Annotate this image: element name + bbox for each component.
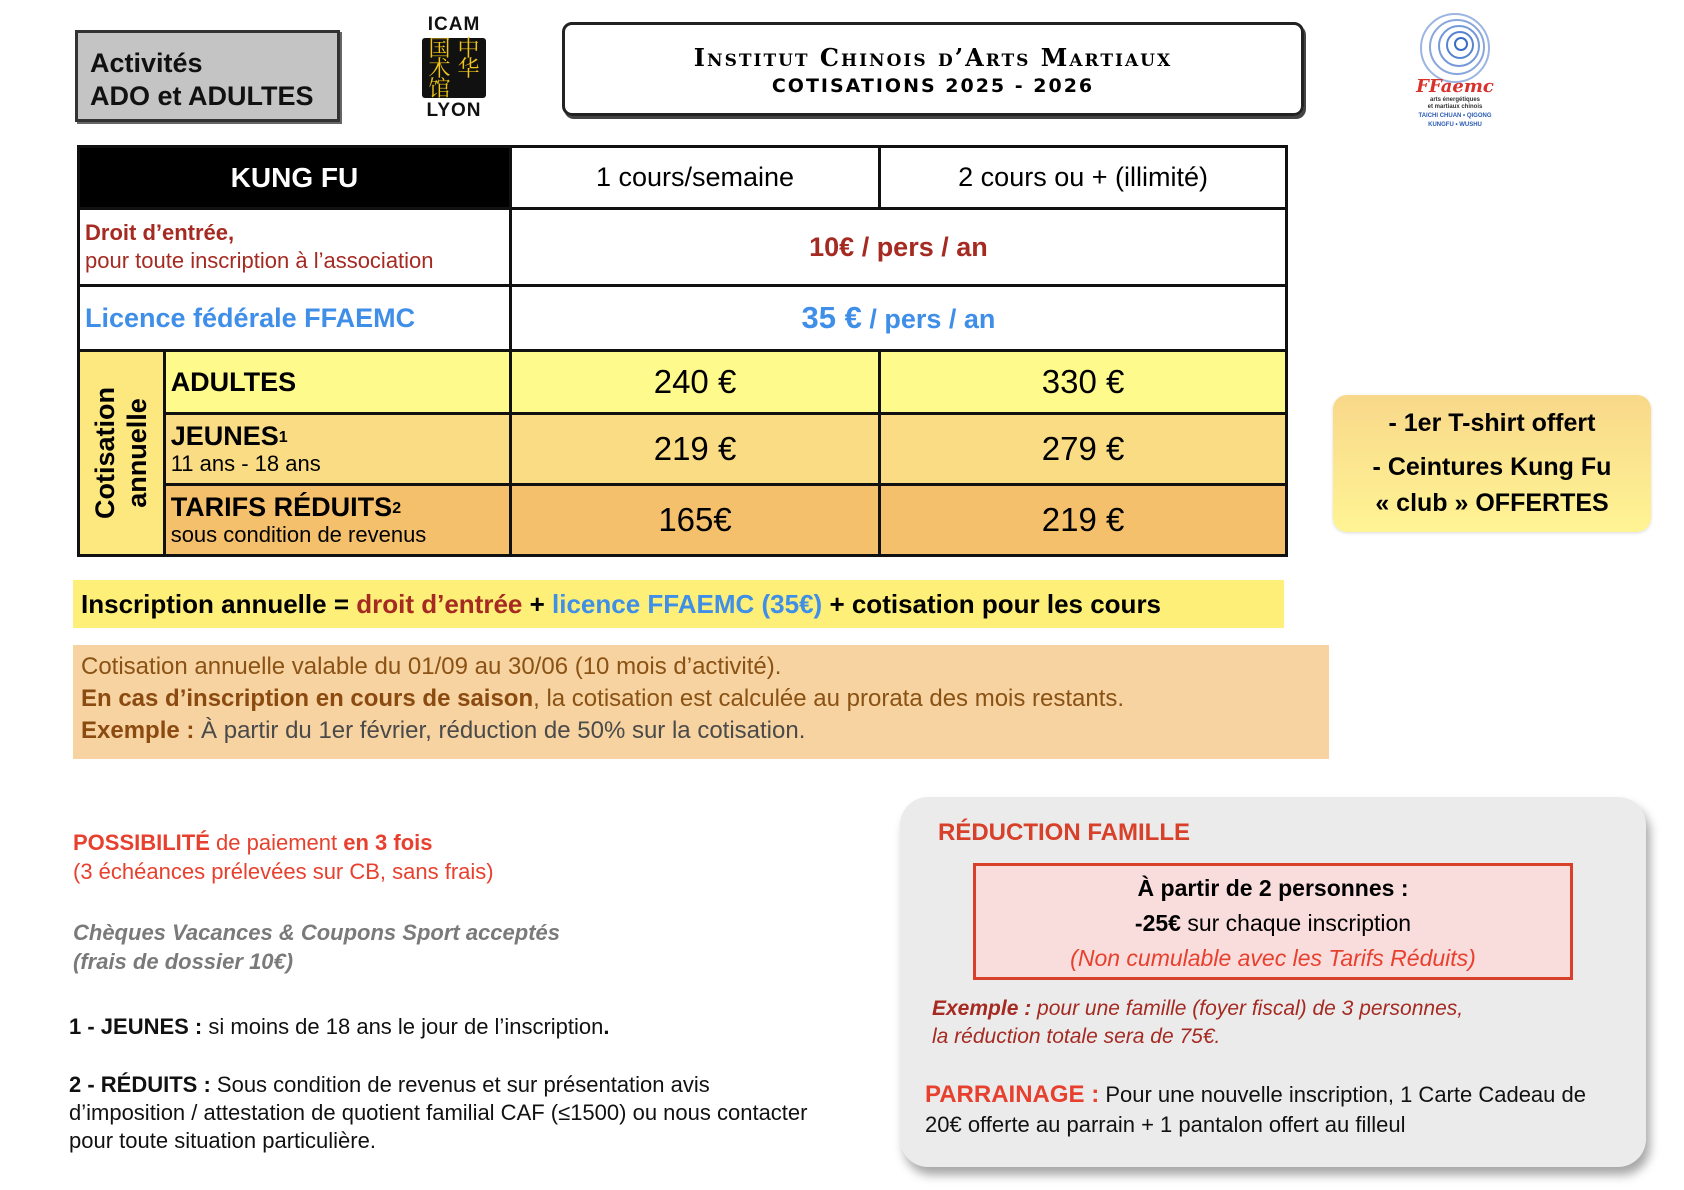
price-cell: 219 € — [510, 414, 879, 485]
family-discount: -25€ — [1134, 910, 1181, 936]
category-label — [164, 351, 510, 414]
info-line1: Cotisation annuelle valable du 01/09 au 30/06 (10 mois d’activité). — [81, 653, 782, 680]
category-name: TARIFS RÉDUITS — [170, 492, 393, 522]
family-offer-box — [973, 863, 1573, 980]
validity-info-box — [73, 645, 1329, 759]
perk-tshirt: - 1er T-shirt offert — [1388, 409, 1596, 437]
icam-char — [454, 80, 483, 100]
table-row-licence — [79, 286, 1287, 351]
sponsorship-bold: PARRAINAGE : — [925, 1081, 1100, 1108]
icam-logo-bottom: LYON — [426, 100, 482, 121]
licence-label: Licence fédérale FFAEMC — [79, 286, 511, 351]
family-example — [932, 995, 1463, 1051]
payment-info — [73, 828, 494, 886]
cheques-line2: (frais de dossier 10€) — [73, 949, 294, 974]
family-offer-line2-rest: sur chaque inscription — [1180, 910, 1412, 936]
page-subtitle: COTISATIONS 2025 - 2026 — [771, 75, 1095, 97]
category-name: ADULTES — [170, 367, 297, 397]
price-cell: 240 € — [510, 351, 879, 414]
icam-logo-top: ICAM — [427, 14, 481, 35]
category-name: JEUNES — [170, 421, 279, 451]
activities-line1: Activités — [90, 48, 203, 78]
cheques-info — [73, 918, 560, 976]
category-label — [164, 485, 510, 556]
footnote-1-bold: 1 - JEUNES : — [69, 1014, 203, 1039]
info-line2-bold: En cas d’inscription en cours de saison — [81, 685, 534, 712]
info-line3 — [81, 715, 1329, 747]
family-offer-line1: À partir de 2 personnes : — [1137, 875, 1409, 901]
discipline-header: KUNG FU — [79, 147, 511, 209]
group-label-line1: Cotisation — [90, 387, 121, 519]
formula-droit: droit d’entrée — [356, 589, 523, 619]
price-cell: 165€ — [510, 485, 879, 556]
ffaemc-sub1: arts énergétiques — [1429, 97, 1481, 103]
ffaemc-logo — [1400, 10, 1510, 129]
family-example-rest2: la réduction totale sera de 75€. — [932, 1025, 1221, 1048]
category-sub: sous condition de revenus — [170, 522, 427, 547]
footnote-2-text: Sous condition de revenus et sur présentation avis d’imposition / attestation de quotient familial CAF (≤1500) ou nous contacter pour toute situation particulière. — [69, 1072, 808, 1153]
droit-value: 10€ / pers / an — [510, 209, 1286, 286]
footnote-2 — [69, 1071, 829, 1155]
payment-bold1: POSSIBILITÉ — [73, 830, 210, 855]
icam-char: 中 — [457, 37, 480, 62]
ffaemc-brand: FFaemc — [1416, 76, 1494, 97]
family-reduction-box — [900, 797, 1646, 1167]
icam-char: 国 — [428, 37, 451, 62]
table-row — [79, 414, 1287, 485]
perk-belts-2: « club » OFFERTES — [1375, 489, 1609, 517]
formula-cotisation: + cotisation pour les cours — [822, 589, 1162, 619]
family-example-rest1: pour une famille (foyer fiscal) de 3 personnes, — [1031, 997, 1464, 1020]
payment-bold2: en 3 fois — [343, 830, 433, 855]
table-header-row — [79, 147, 1287, 209]
ffaemc-sub4: KUNGFU • WUSHU — [1428, 122, 1482, 128]
col-header-2: 2 cours ou + (illimité) — [880, 147, 1287, 209]
perks-box — [1333, 395, 1651, 532]
formula-licence: licence FFAEMC (35€) — [552, 589, 823, 619]
page-title: Institut Chinois d’Arts Martiaux — [693, 43, 1173, 72]
formula-part: Inscription annuelle = — [81, 589, 357, 619]
info-line2-rest: , la cotisation est calculée au prorata des mois restants. — [533, 685, 1125, 712]
inscription-formula — [73, 580, 1284, 628]
info-line2 — [81, 683, 1329, 715]
footnotes — [69, 1013, 829, 1185]
perk-belts: - Ceintures Kung Fu — [1372, 453, 1612, 481]
footnote-marker: 1 — [278, 429, 288, 446]
category-sub: 11 ans - 18 ans — [170, 451, 321, 476]
icam-logo — [418, 14, 490, 122]
icam-char: 华 — [457, 57, 480, 82]
price-cell: 279 € — [880, 414, 1287, 485]
category-label — [164, 414, 510, 485]
icam-logo-chars — [422, 37, 486, 102]
info-line3-bold: Exemple : — [81, 717, 195, 744]
title-box — [562, 22, 1304, 116]
footnote-2-bold: 2 - RÉDUITS : — [69, 1072, 211, 1097]
table-row — [79, 351, 1287, 414]
footnote-1 — [69, 1013, 829, 1041]
family-offer-line3: (Non cumulable avec les Tarifs Réduits) — [1070, 945, 1476, 971]
cheques-line1: Chèques Vacances & Coupons Sport acceptés — [73, 920, 560, 945]
icam-char: 馆 — [428, 77, 451, 102]
droit-label-bold: Droit d’entrée, — [85, 220, 235, 245]
activities-line2: ADO et ADULTES — [90, 81, 314, 111]
footnote-marker: 2 — [392, 500, 402, 517]
licence-value-rest: / pers / an — [861, 304, 996, 334]
formula-plus: + — [522, 589, 553, 619]
icam-char: 术 — [428, 57, 451, 82]
cotisation-group-label — [79, 351, 165, 556]
price-cell: 330 € — [880, 351, 1287, 414]
footnote-1-text: si moins de 18 ans le jour de l’inscription — [202, 1014, 604, 1039]
price-table — [77, 145, 1288, 557]
footnote-1-end: . — [603, 1014, 610, 1039]
ffaemc-sub2: et martiaux chinois — [1427, 104, 1483, 110]
licence-value-amount: 35 € — [801, 300, 862, 335]
family-offer-line2 — [976, 906, 1570, 941]
family-example-bold: Exemple : — [932, 997, 1032, 1020]
price-cell: 219 € — [880, 485, 1287, 556]
licence-value — [510, 286, 1286, 351]
payment-line2: (3 échéances prélevées sur CB, sans frais) — [73, 859, 494, 884]
payment-text1: de paiement — [209, 830, 344, 855]
info-line3-rest: À partir du 1er février, réduction de 50% sur la cotisation. — [194, 717, 806, 744]
activities-label-box — [75, 30, 340, 122]
group-label-line2: annuelle — [122, 398, 153, 508]
sponsorship-info — [925, 1080, 1625, 1140]
ffaemc-sub3: TAICHI CHUAN • QIGONG — [1418, 113, 1492, 119]
table-row — [79, 485, 1287, 556]
droit-label — [79, 209, 511, 286]
family-title: RÉDUCTION FAMILLE — [938, 819, 1190, 846]
sponsorship-text: Pour une nouvelle inscription, 1 Carte Cadeau de 20€ offerte au parrain + 1 pantalon offert au filleul — [925, 1082, 1586, 1137]
col-header-1: 1 cours/semaine — [510, 147, 879, 209]
table-row-droit — [79, 209, 1287, 286]
droit-label-rest: pour toute inscription à l’association — [85, 248, 434, 273]
